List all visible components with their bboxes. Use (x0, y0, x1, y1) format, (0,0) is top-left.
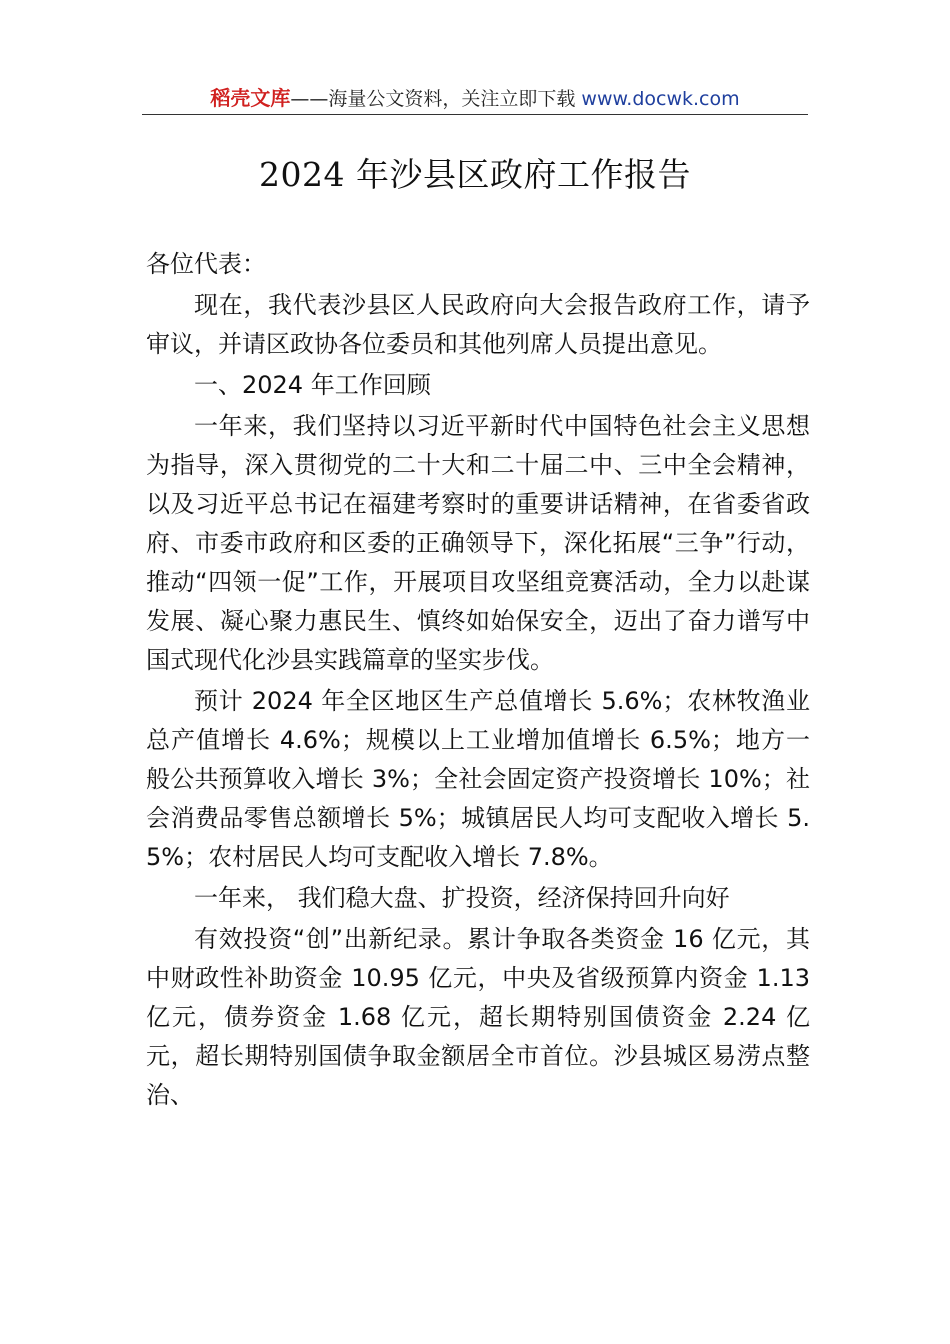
document-title: 2024 年沙县区政府工作报告 (259, 155, 691, 194)
section-heading: 一、2024 年工作回顾 (194, 371, 431, 399)
salutation: 各位代表： (146, 250, 266, 278)
paragraph-overview: 一年来，我们坚持以习近平新时代中国特色社会主义思想为指导，深入贯彻党的二十大和二十届二中、三中全会精神，以及习近平总书记在福建考察时的重要讲话精神，在省委省政府、市委市政府和区委的正确领导下，深化拓展“三争”行动，推动“四领一促”工作，开展项目攻坚组竞赛活动，全力以赴谋发展、凝心聚力惠民生、慎终如始保安全，迈出了奋力谱写中国式现代化沙县实践篇章的坚实步伐。 (146, 412, 810, 674)
page-header (142, 84, 808, 114)
paragraph-indicators: 预计 2024 年全区地区生产总值增长 5.6%；农林牧渔业总产值增长 4.6%；规模以上工业增加值增长 6.5%；地方一般公共预算收入增长 3%；全社会固定资产投资增长 10%；社会消费品零售总额增长 5%；城镇居民人均可支配收入增长 5.5%；农村居民人均可支配收入增长 7.8%。 (146, 687, 810, 871)
site-link[interactable]: www.docwk.com (581, 88, 740, 110)
paragraph-investment: 有效投资“创”出新纪录。累计争取各类资金 16 亿元，其中财政性补助资金 10.95 亿元，中央及省级预算内资金 1.13 亿元，债券资金 1.68 亿元，超长期特别国债资金 2.24 亿元，超长期特别国债争取金额居全市首位。沙县城区易涝点整治、 (146, 925, 810, 1109)
subsection-heading: 一年来， 我们稳大盘、扩投资，经济保持回升向好 (194, 884, 730, 912)
paragraph-intro: 现在，我代表沙县区人民政府向大会报告政府工作，请予审议，并请区政协各位委员和其他列席人员提出意见。 (146, 291, 810, 358)
header-divider (142, 114, 808, 115)
document-body (146, 245, 810, 1115)
brand-name: 稻壳文库 (210, 86, 291, 110)
header-tagline: ——海量公文资料，关注立即下载 (290, 88, 582, 110)
